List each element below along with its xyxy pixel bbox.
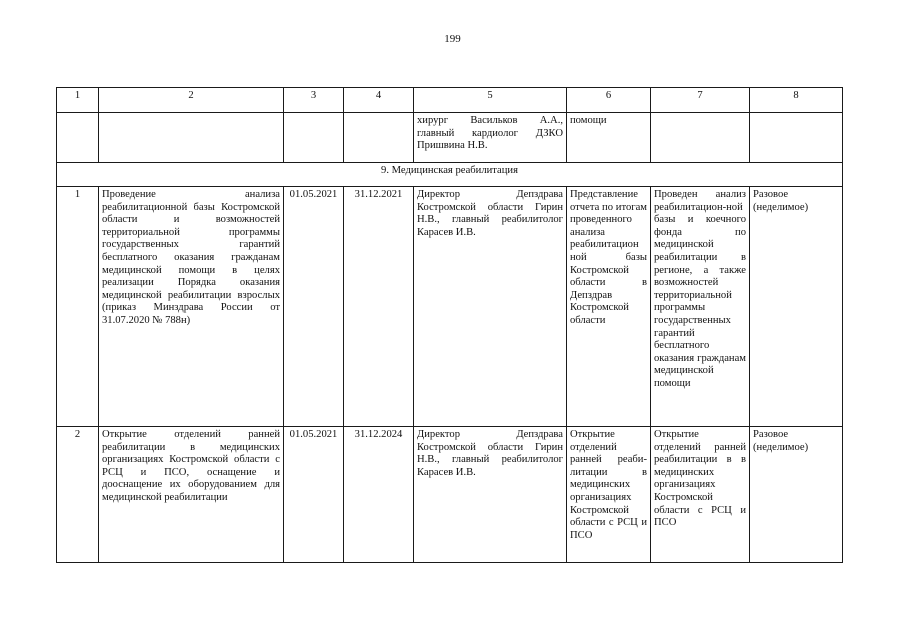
event-cell: Проведение анализа реабилитационной базы Костромской области и возможностей территориальной программы государственных гарантий бесплатного оказания гражданам медицинской помощи в целях реализации Порядка оказания медицинской реабилитации взрослых (приказ Минздрава России от 31.07.2020 № 788н) (99, 187, 284, 427)
type-cell: Разовое (неделимое) (750, 427, 843, 563)
type-cell: Разовое (неделимое) (750, 187, 843, 427)
table-row (57, 187, 843, 427)
cell-empty (99, 113, 284, 163)
header-cell: 3 (284, 88, 344, 113)
activity-table (56, 87, 843, 563)
row-number: 2 (57, 427, 99, 563)
header-cell: 4 (344, 88, 414, 113)
result-cell: Представление отчета по итогам проведенного анализа реабилитацион ной базы Костромской области в Депздрав Костромской области (567, 187, 651, 427)
header-row (57, 88, 843, 113)
cell-empty (344, 113, 414, 163)
indicator-cell: Открытие отделений ранней реабилитации в в медицинских организациях Костромской области с РСЦ и ПСО (651, 427, 750, 563)
cell-empty (57, 113, 99, 163)
result-cell: помощи (567, 113, 651, 163)
row-number: 1 (57, 187, 99, 427)
section-row (57, 163, 843, 187)
page-number: 199 (444, 33, 461, 45)
event-cell: Открытие отделений ранней реабилитации в медицинских организациях Костромской области с РСЦ и ПСО, оснащение и дооснащение их оборудованием для медицинской реабилитации (99, 427, 284, 563)
responsible-cell: Директор Депздрава Костромской области Гирин Н.В., главный реабилитолог Карасев И.В. (414, 187, 567, 427)
start-date: 01.05.2021 (284, 427, 344, 563)
start-date: 01.05.2021 (284, 187, 344, 427)
header-cell: 8 (750, 88, 843, 113)
responsible-cell: хирург Васильков А.А., главный кардиолог ДЗКО Пришвина Н.В. (414, 113, 567, 163)
header-cell: 2 (99, 88, 284, 113)
header-cell: 6 (567, 88, 651, 113)
responsible-cell: Директор Депздрава Костромской области Гирин Н.В., главный реабилитолог Карасев И.В. (414, 427, 567, 563)
indicator-cell: Проведен анализ реабилитацион-ной базы и коечного фонда по медицинской реабилитации в регионе, а также возможностей территориальной программы государственных гарантий бесплатного оказания гражданам медицинской помощи (651, 187, 750, 427)
header-cell: 7 (651, 88, 750, 113)
cell-empty (651, 113, 750, 163)
header-cell: 5 (414, 88, 567, 113)
header-cell: 1 (57, 88, 99, 113)
table-row (57, 427, 843, 563)
end-date: 31.12.2024 (344, 427, 414, 563)
section-title: 9. Медицинская реабилитация (57, 163, 843, 187)
result-cell: Открытие отделений ранней реаби-литации в медицинских организациях Костромской области с РСЦ и ПСО (567, 427, 651, 563)
cell-empty (284, 113, 344, 163)
continuation-row (57, 113, 843, 163)
cell-empty (750, 113, 843, 163)
end-date: 31.12.2021 (344, 187, 414, 427)
